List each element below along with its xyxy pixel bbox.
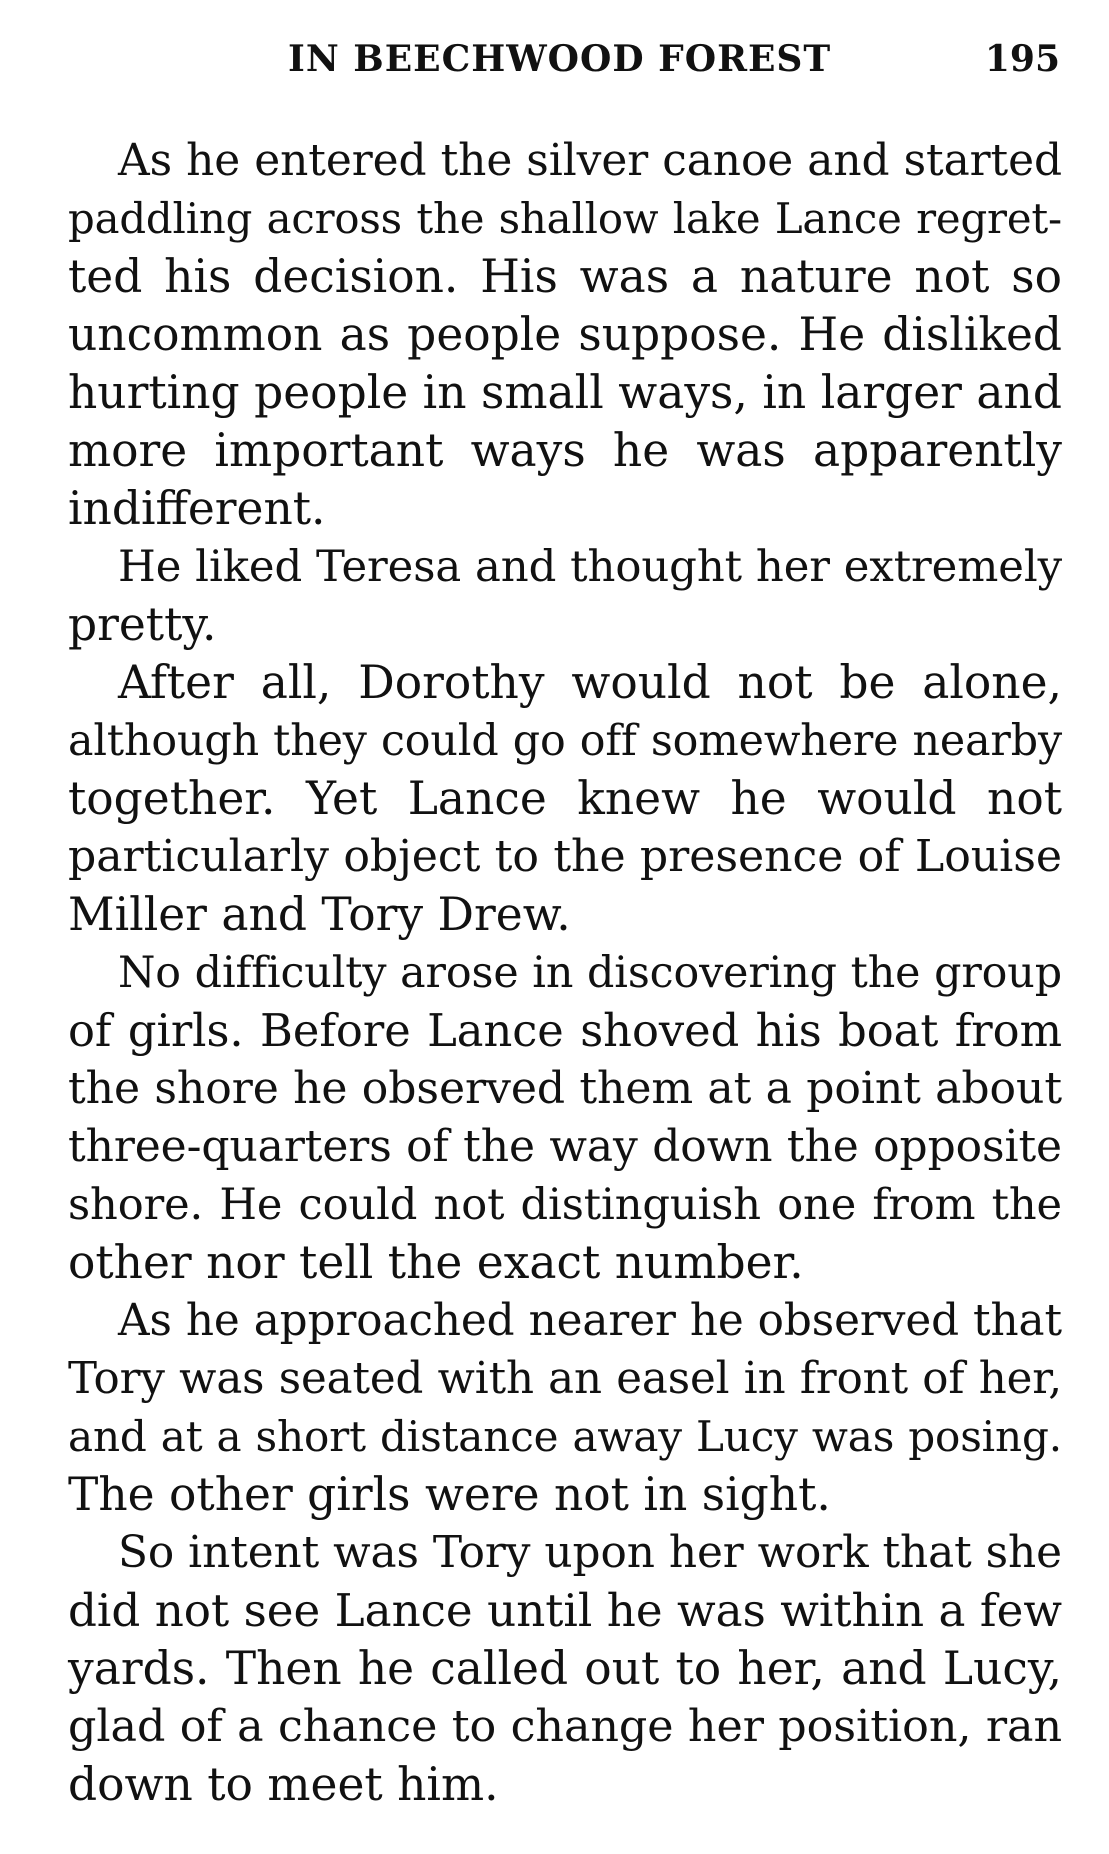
- text-line: As he approached nearer he observed that: [118, 1295, 1062, 1346]
- text-line: Tory was seated with an easel in front of her,: [68, 1354, 1062, 1404]
- text-line: uncommon as people suppose. He disliked: [68, 308, 1062, 361]
- text-line: As he entered the silver canoe and started: [118, 135, 1062, 186]
- paragraph: [68, 654, 1062, 944]
- text-line: pretty.: [68, 598, 217, 651]
- text-line: down to meet him.: [68, 1758, 499, 1811]
- body-text: [68, 132, 1062, 1814]
- text-line: other nor tell the exact number.: [68, 1236, 804, 1289]
- text-line: did not see Lance until he was within a few: [68, 1584, 1062, 1637]
- text-line: paddling across the shallow lake Lance regret-: [68, 194, 1062, 243]
- text-line: Miller and Tory Drew.: [68, 888, 571, 941]
- text-line: No difficulty arose in discovering the group: [118, 948, 1062, 998]
- text-line: He liked Teresa and thought her extremely: [118, 542, 1062, 592]
- paragraph: [68, 1292, 1062, 1524]
- text-line: yards. Then he called out to her, and Lucy,: [68, 1642, 1062, 1695]
- text-line: three-quarters of the way down the opposite: [68, 1121, 1062, 1172]
- text-line: ted his decision. His was a nature not so: [68, 250, 1062, 303]
- text-line: more important ways he was apparently: [68, 424, 1062, 477]
- text-line: So intent was Tory upon her work that she: [118, 1527, 1062, 1578]
- paragraph: [68, 538, 1062, 654]
- text-line: together. Yet Lance knew he would not: [68, 772, 1062, 825]
- text-line: although they could go off somewhere nearby: [68, 716, 1062, 766]
- page-number: 195: [984, 38, 1060, 80]
- text-line: and at a short distance away Lucy was posing.: [68, 1412, 1062, 1461]
- text-line: glad of a chance to change her position, ran: [68, 1701, 1062, 1752]
- paragraph: [68, 944, 1062, 1292]
- text-line: particularly object to the presence of Louise: [68, 831, 1062, 882]
- text-line: hurting people in small ways, in larger and: [68, 366, 1062, 419]
- text-line: indifferent.: [68, 482, 326, 535]
- text-line: The other girls were not in sight.: [68, 1468, 831, 1521]
- text-line: shore. He could not distinguish one from the: [68, 1180, 1062, 1230]
- text-line: of girls. Before Lance shoved his boat from: [68, 1004, 1062, 1057]
- text-line: After all, Dorothy would not be alone,: [118, 656, 1062, 709]
- text-line: the shore he observed them at a point about: [68, 1063, 1062, 1114]
- chapter-title: IN BEECHWOOD FOREST: [288, 38, 832, 80]
- running-head: [70, 38, 1060, 88]
- paragraph: [68, 1524, 1062, 1814]
- paragraph: [68, 132, 1062, 538]
